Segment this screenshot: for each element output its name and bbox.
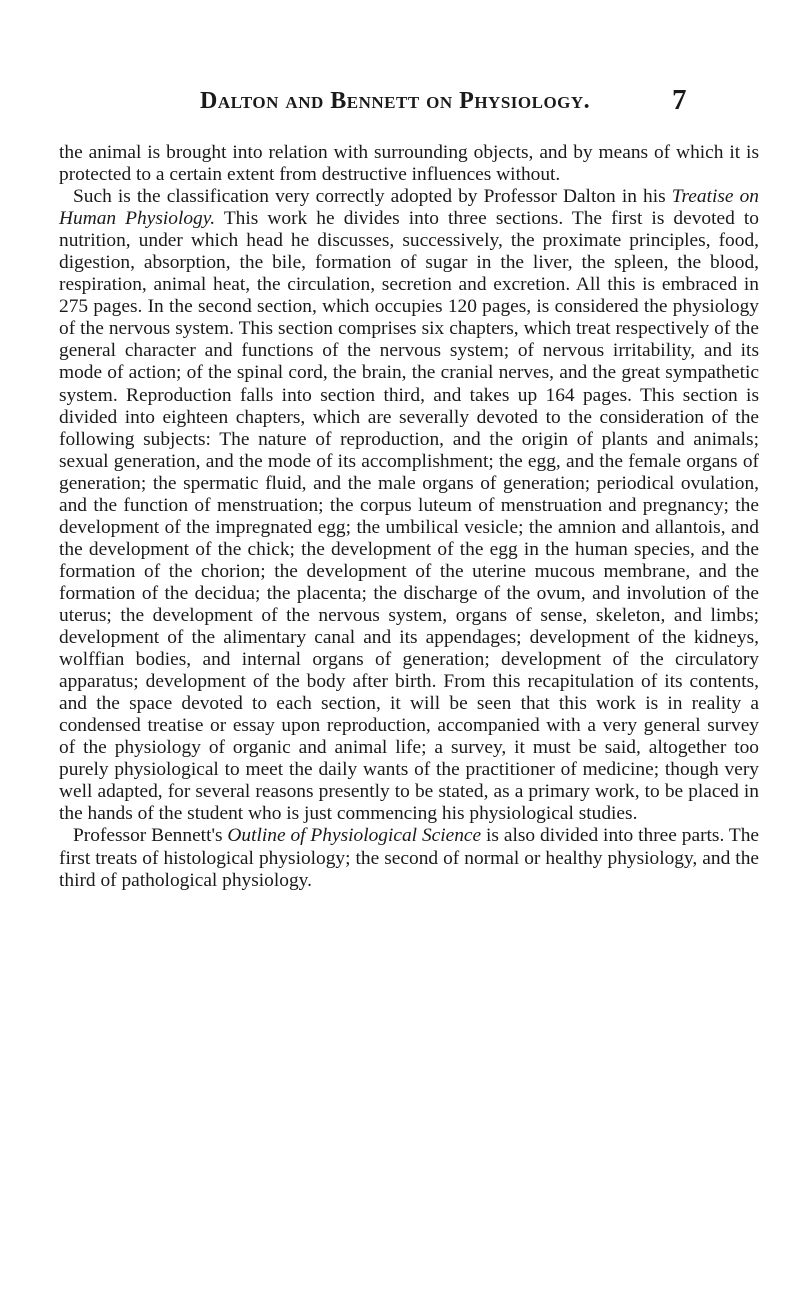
paragraph-1 <box>59 142 759 186</box>
text-run: the animal is brought into relation with surrounding objects, and by means of which it is protected to a certain extent from destructive influences without. <box>59 142 759 186</box>
running-head: Dalton and Bennett on Physiology. <box>200 88 591 114</box>
text-run: Professor Bennett's <box>73 825 228 847</box>
book-title-italic: Outline of Physiological Science <box>227 825 482 847</box>
paragraph-2 <box>59 186 759 825</box>
page-header <box>0 84 800 124</box>
book-title-italic: Treatise on Human Physiology. <box>59 186 759 230</box>
page-number: 7 <box>672 84 687 116</box>
text-run: is also divided into three parts. The first treats of histological physiology; the second of normal or healthy physiology, and the third of pathological physiology. <box>59 825 759 891</box>
body-text <box>59 142 759 892</box>
paragraph-3 <box>59 825 759 891</box>
text-run: Such is the classification very correctly adopted by Professor Dalton in his <box>73 186 672 208</box>
text-run: This work he divides into three sections. The first is devoted to nutrition, under which head he discusses, successively, the proximate principles, food, digestion, absorption, the bile, formation of sugar in the liver, the spleen, the blood, respiration, animal heat, the circulation, secretion and excretion. All this is embraced in 275 pages. In the second section, which occupies 120 pages, is considered the physiology of the nervous system. This section comprises six chapters, which treat respectively of the general character and functions of the nervous system; of nervous irritability, and its mode of action; of the spinal cord, the brain, the cranial nerves, and the great sympathetic system. Reproduction falls into section third, and takes up 164 pages. This section is divided into eighteen chapters, which are severally devoted to the consideration of the following subjects: The nature of reproduction, and the origin of plants and animals; sexual generation, and the mode of its accomplishment; the egg, and the female organs of generation; the spermatic fluid, and the male organs of generation; periodical ovulation, and the function of menstruation; the corpus luteum of menstruation and pregnancy; the development of the impregnated egg; the umbilical vesicle; the amnion and allantois, and the development of the chick; the development of the egg in the human species, and the formation of the chorion; the development of the uterine mucous membrane, and the formation of the decidua; the placenta; the discharge of the ovum, and involution of the uterus; the development of the nervous system, organs of sense, skeleton, and limbs; development of the alimentary canal and its appendages; development of the kidneys, wolffian bodies, and internal organs of generation; development of the circulatory apparatus; development of the body after birth. From this recapitulation of its contents, and the space devoted to each section, it will be seen that this work is in reality a condensed treatise or essay upon reproduction, accompanied with a very general survey of the physiology of organic and animal life; a survey, it must be said, altogether too purely physiological to meet the daily wants of the practitioner of medicine; though very well adapted, for several reasons presently to be stated, as a primary work, to be placed in the hands of the student who is just commencing his physiological studies. <box>59 208 759 825</box>
